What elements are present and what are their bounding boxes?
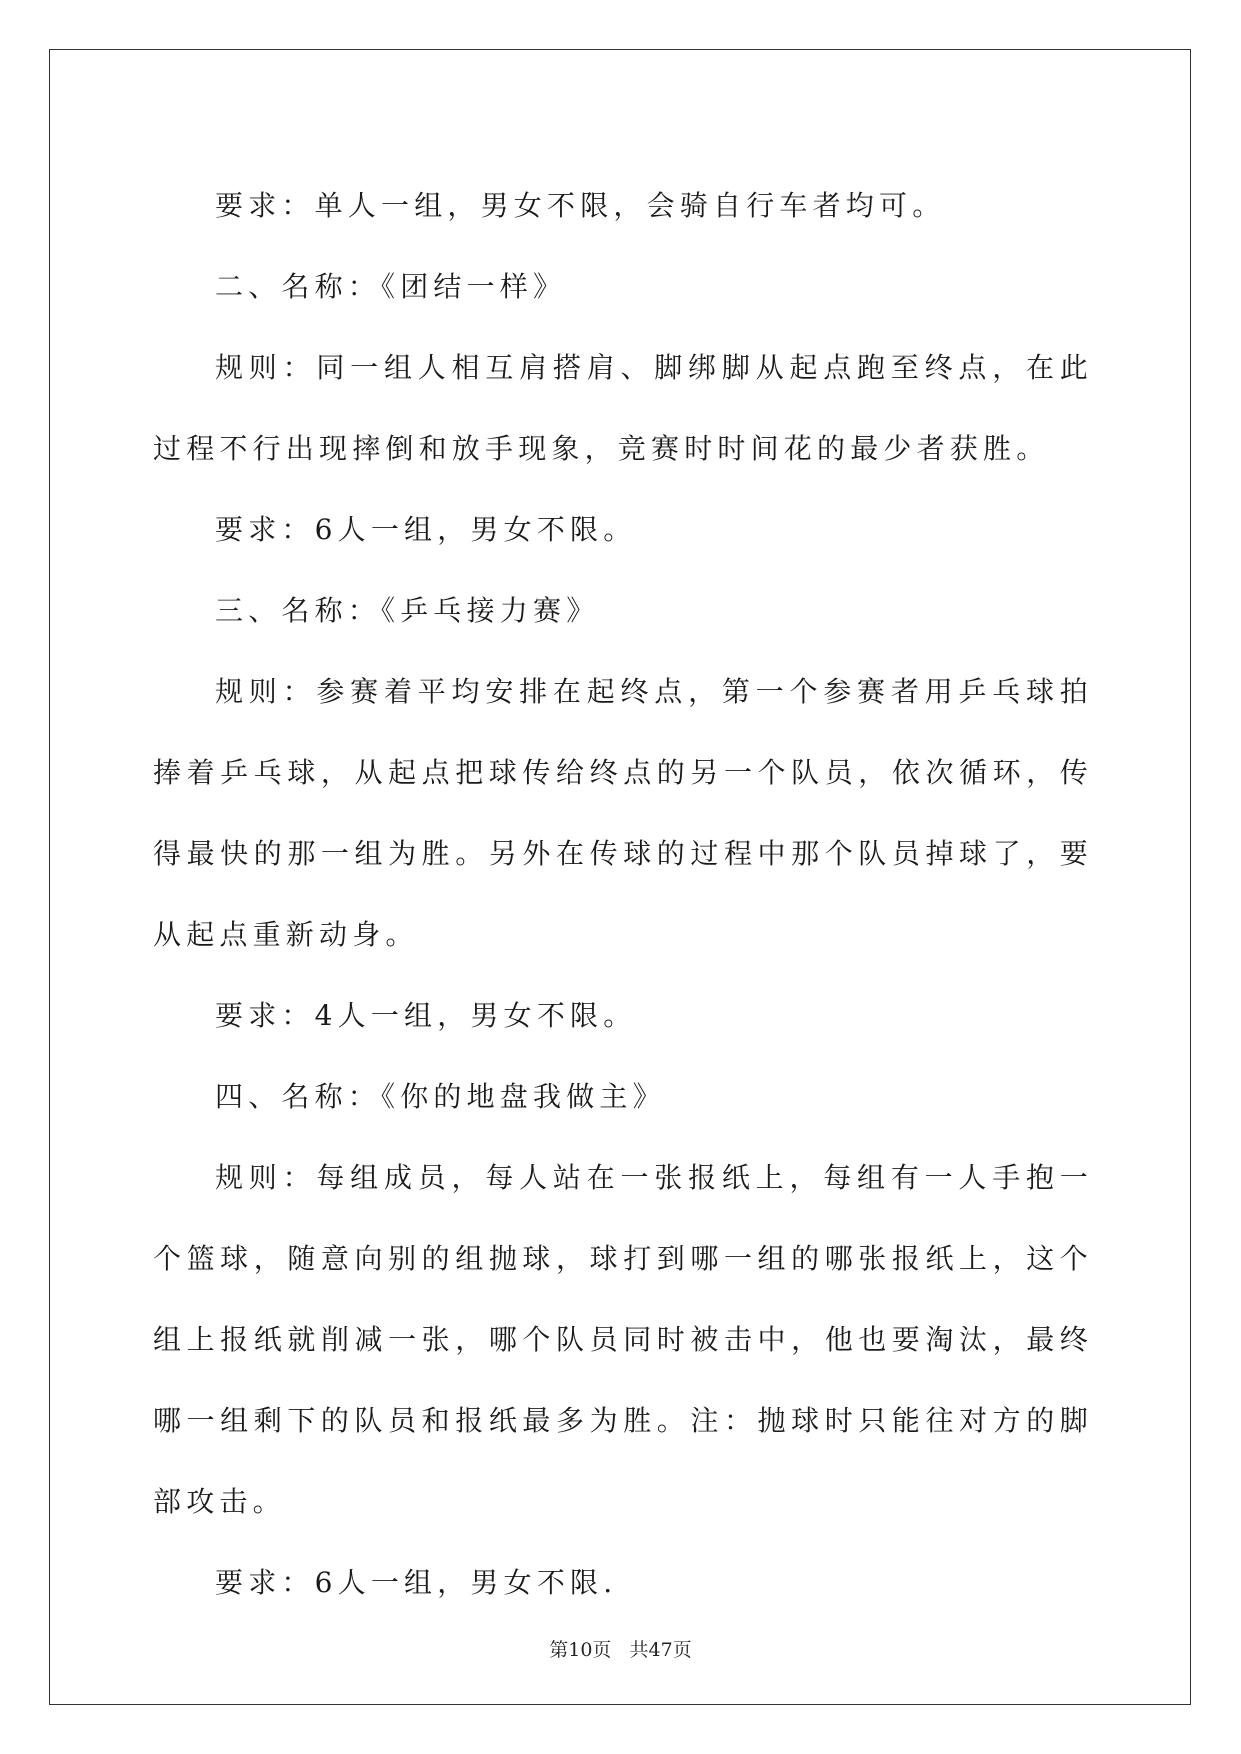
paragraph-rule-2: 规则：同一组人相互肩搭肩、脚绑脚从起点跑至终点，在此过程不行出现摔倒和放手现象，竞赛时时间花的最少者获胜。 bbox=[153, 351, 1093, 465]
section-title-4: 四、名称：《你的地盘我做主》 bbox=[215, 1080, 666, 1113]
section-title-2: 二、名称：《团结一样》 bbox=[215, 270, 567, 303]
paragraph-requirement-2: 要求：6人一组，男女不限。 bbox=[215, 513, 637, 546]
document-body bbox=[153, 165, 1093, 1623]
paragraph-rule-4: 规则：每组成员，每人站在一张报纸上，每组有一人手抱一个篮球，随意向别的组抛球，球打到哪一组的哪张报纸上，这个组上报纸就削减一张，哪个队员同时被击中，他也要淘汰，最终哪一组剩下的队员和报纸最多为胜。注：抛球时只能往对方的脚部攻击。 bbox=[153, 1161, 1093, 1518]
paragraph-requirement-3: 要求：4人一组，男女不限。 bbox=[215, 999, 637, 1032]
paragraph-requirement-1: 要求：单人一组，男女不限，会骑自行车者均可。 bbox=[215, 189, 946, 222]
paragraph-rule-3: 规则：参赛着平均安排在起终点，第一个参赛者用乒乓球拍捧着乒乓球，从起点把球传给终点的另一个队员，依次循环，传得最快的那一组为胜。另外在传球的过程中那个队员掉球了，要从起点重新动身。 bbox=[153, 675, 1093, 951]
page-number-footer: 第10页 共47页 bbox=[549, 1639, 692, 1661]
paragraph-requirement-4: 要求：6人一组，男女不限. bbox=[215, 1566, 618, 1599]
section-title-3: 三、名称：《乒乓接力赛》 bbox=[215, 594, 600, 627]
